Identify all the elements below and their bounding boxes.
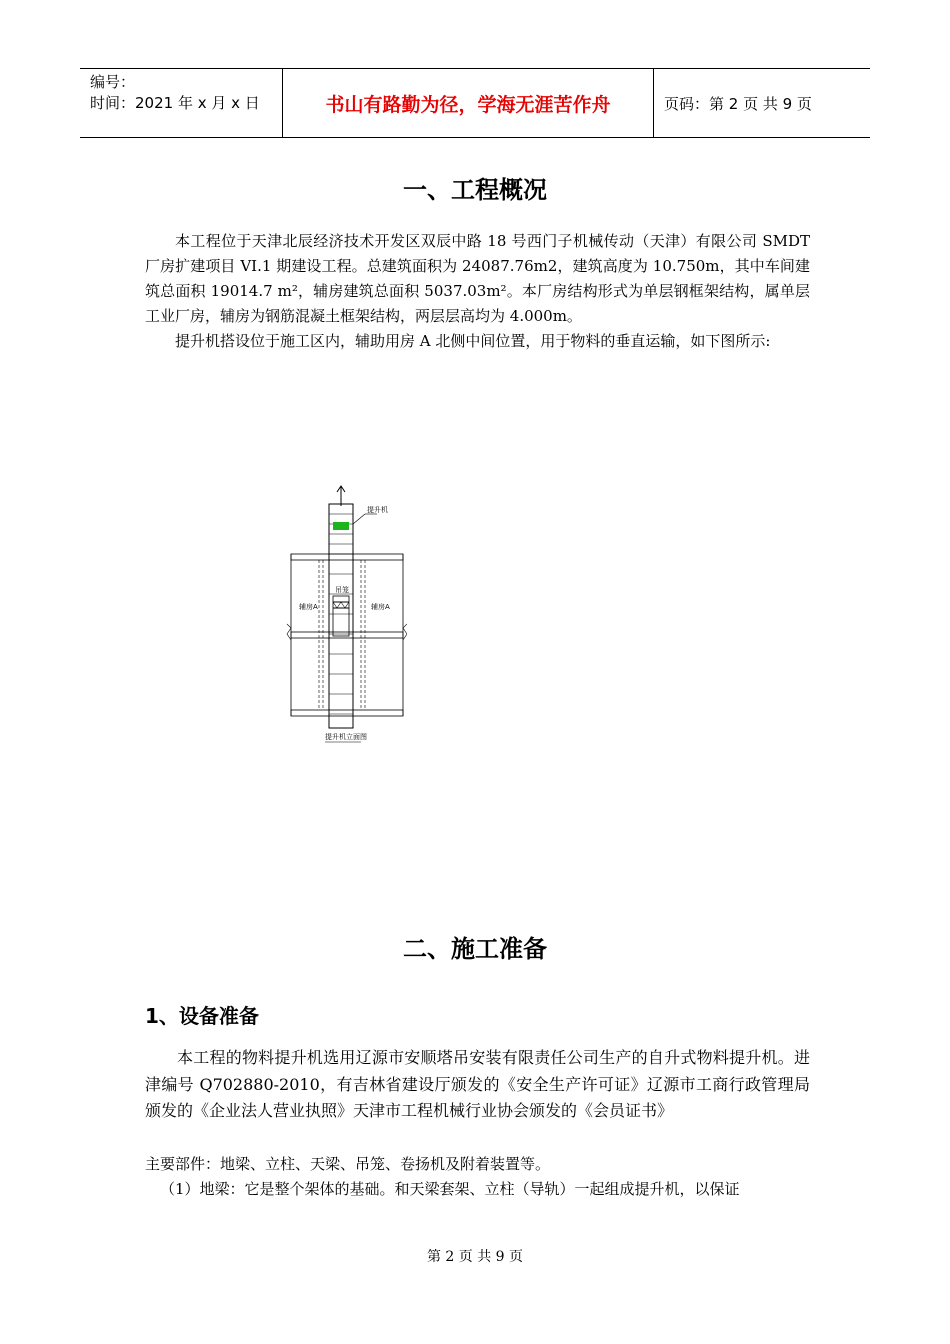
equipment-paragraph: 本工程的物料提升机选用辽源市安顺塔吊安装有限责任公司生产的自升式物料提升机。进津编号 Q702880-2010，有吉林省建设厅颁发的《安全生产许可证》辽源市工商行政管理局颁发的《企业法人营业执照》天津市工程机械行业协会颁发的《会员证书》 [145,1048,810,1120]
header-number: 编号： [90,73,136,91]
hoist-elevation-drawing [285,484,407,754]
top-beam-highlight [333,522,349,530]
overview-paragraph-2: 提升机搭设位于施工区内，辅助用房 A 北侧中间位置，用于物料的垂直运输，如下图所示: [175,332,771,350]
label-room-left: 辅房A [299,603,318,611]
label-cage: 吊笼 [335,586,349,594]
overview-text [145,229,810,354]
header-motto: 书山有路勤为径，学海无涯苦作舟 [282,69,654,137]
subsection-equipment: 1、设备准备 [145,1004,259,1028]
roof-slab [291,554,403,560]
main-parts-line: 主要部件：地梁、立柱、天梁、吊笼、卷扬机及附着装置等。 [145,1155,551,1173]
header-meta [80,69,282,137]
page-footer: 第 2 页 共 9 页 [426,1249,524,1265]
page-header [80,68,870,138]
header-time: 时间：2021 年 x 月 x 日 [90,94,260,112]
ground-slab [291,710,403,716]
equipment-text [145,1045,810,1125]
floor-slab [291,632,403,638]
label-hoist: 提升机 [367,506,388,514]
section-title-overview: 一、工程概况 [403,176,547,204]
label-room-right: 辅房A [371,603,390,611]
header-page-info: 页码：第 2 页 共 9 页 [664,94,812,113]
label-elevation: 提升机立面图 [325,733,367,741]
item-ground-beam: （1）地梁：它是整个架体的基础。和天梁套架、立柱（导轨）一起组成提升机，以保证 [160,1180,740,1198]
section-title-preparation: 二、施工准备 [403,935,547,963]
overview-paragraph-1: 本工程位于天津北辰经济技术开发区双辰中路 18 号西门子机械传动（天津）有限公司 SMDT 厂房扩建项目 VI.1 期建设工程。总建筑面积为 24087.76m2，建筑高度为 10.750m，其中车间建筑总面积 19014.7 m²，辅房建筑总面积 5037.03m²。本厂房结构形式为单层钢框架结构，属单层工业厂房，辅房为钢筋混凝土框架结构，两层层高均为 4.000m。 [145,232,810,325]
